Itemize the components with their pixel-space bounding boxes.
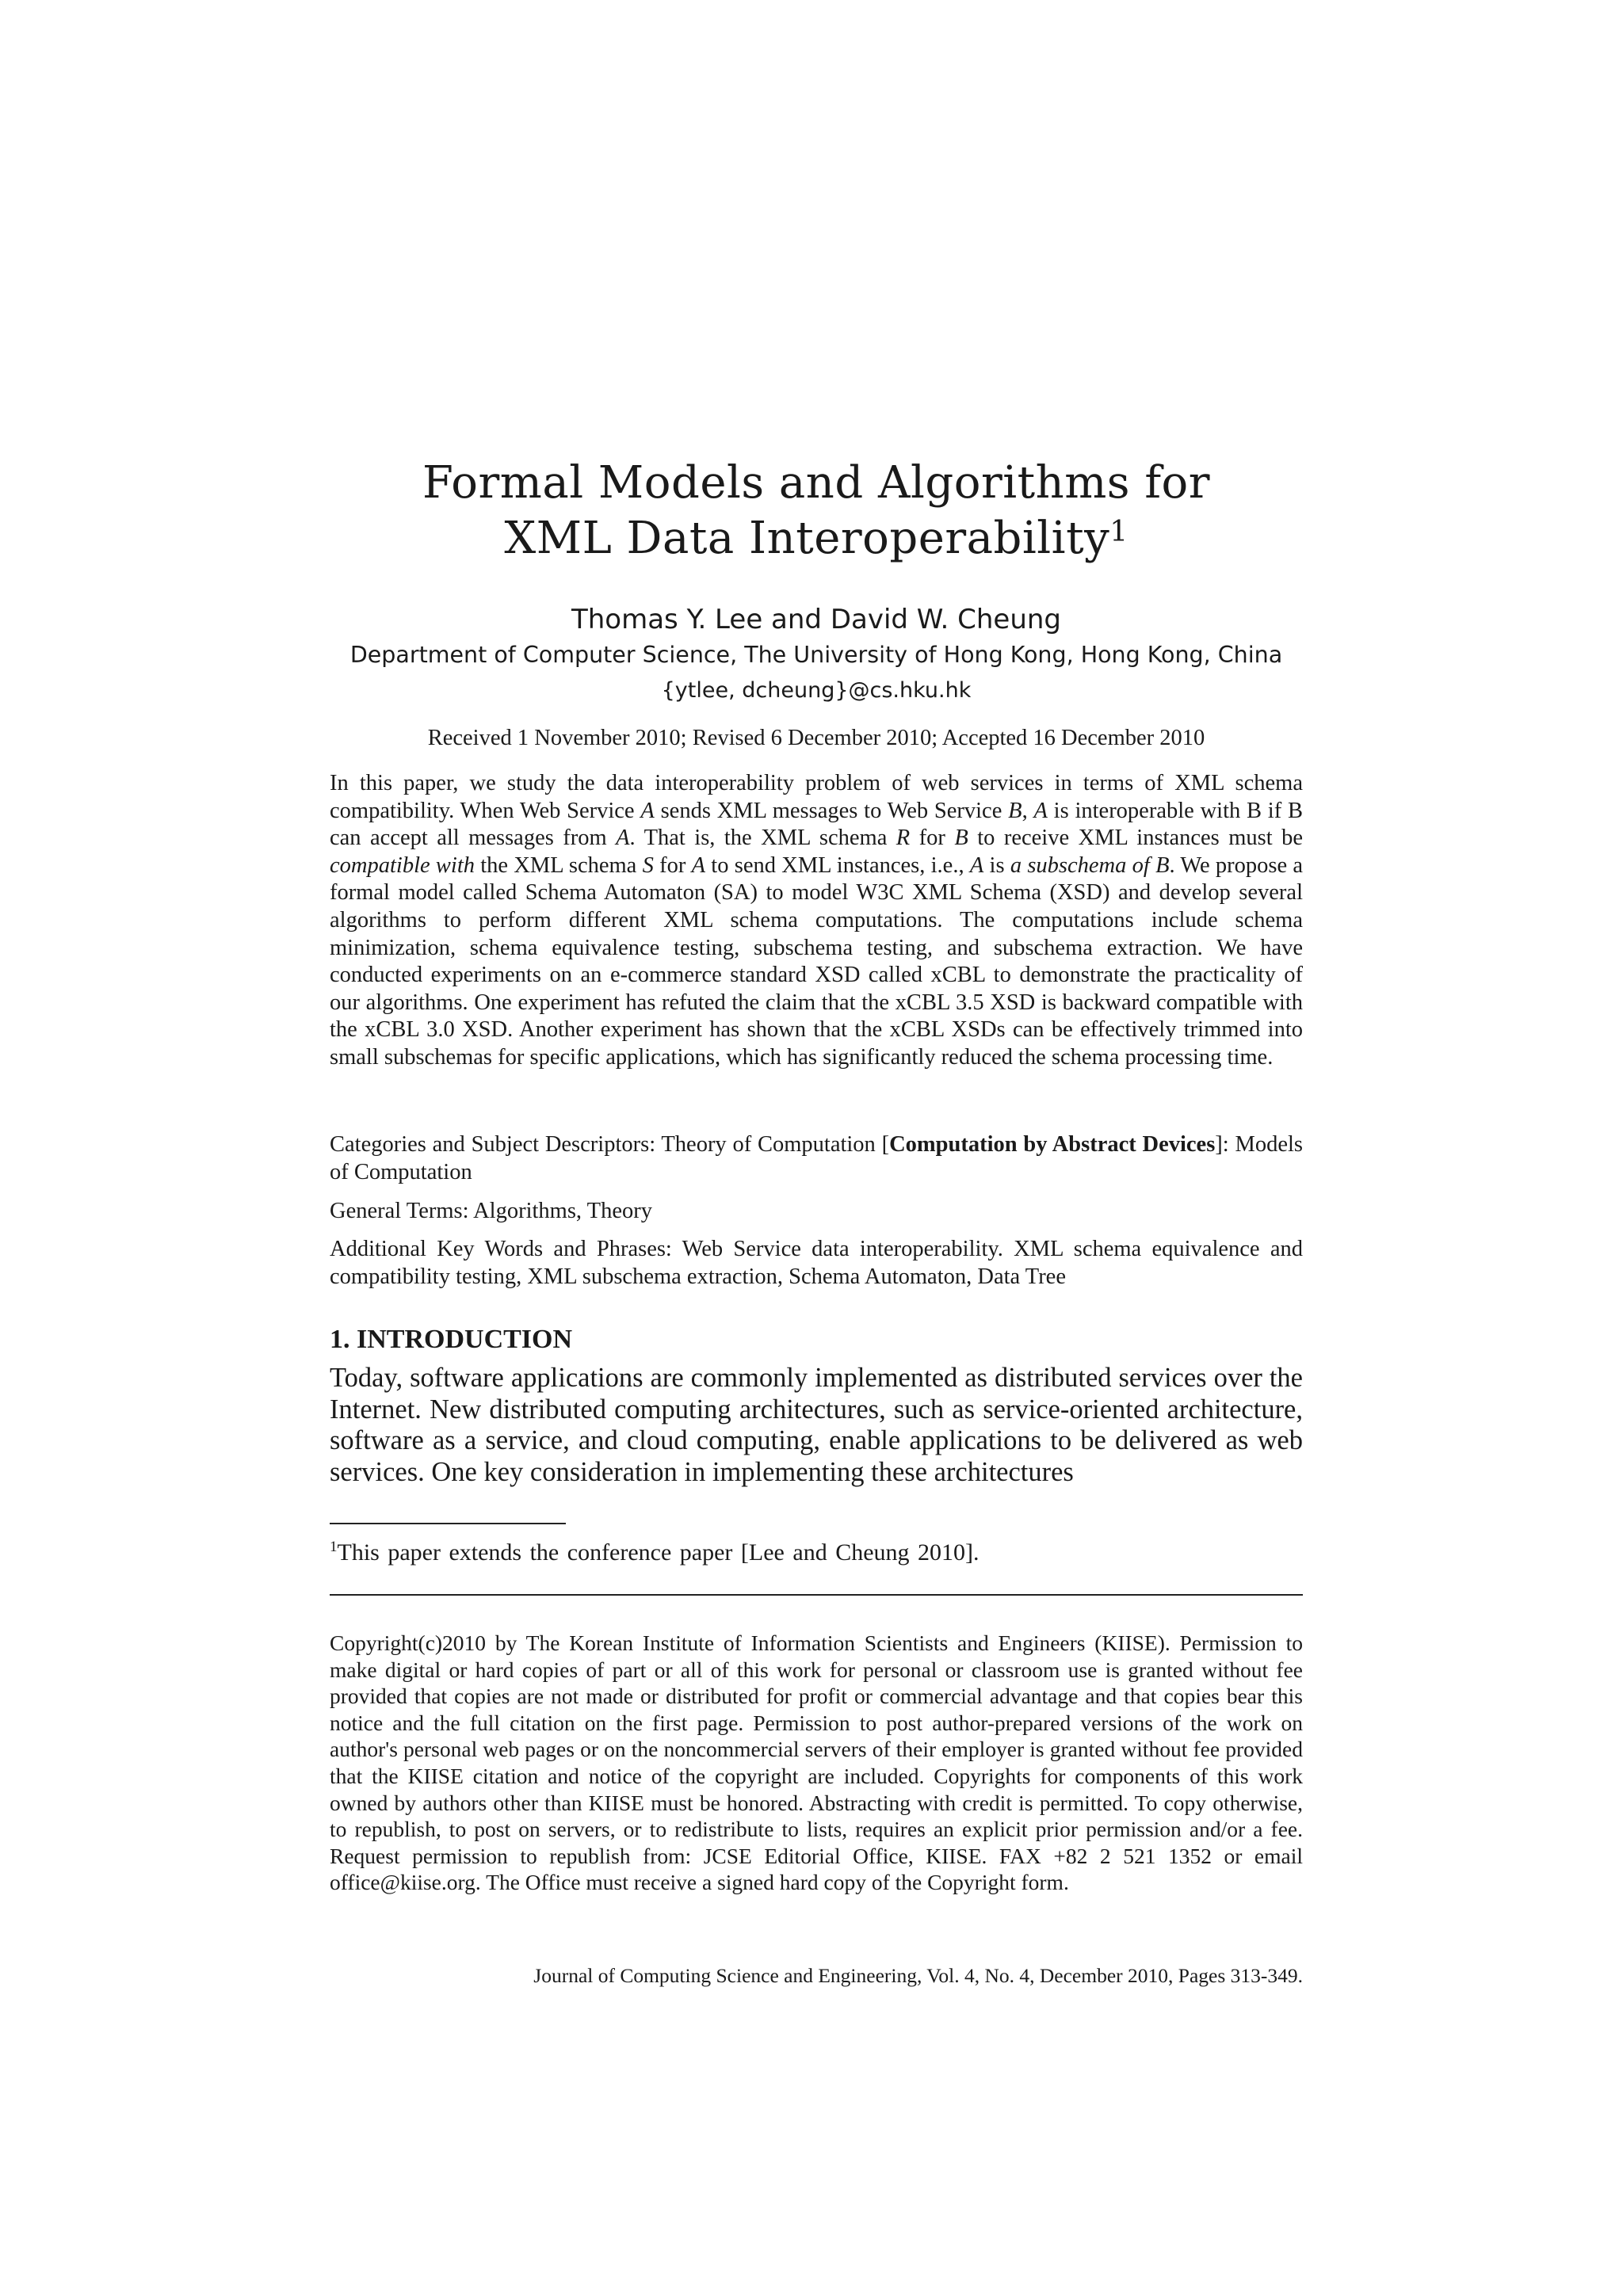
keywords: Additional Key Words and Phrases: Web Service data interoperability. XML schema equivalence and compatibility testing, XML subschema extraction, Schema Automaton, Data Tree — [330, 1237, 1303, 1289]
title-line-1: Formal Models and Algorithms for — [422, 457, 1211, 509]
abstract: In this paper, we study the data interoperability problem of web services in terms of XML schema compatibility. When Web Service A sends XML messages to Web Service B, A is interoperable with B if B can accept all messages from A. That is, the XML schema R for B to receive XML instances must be compatible with the XML schema S for A to send XML instances, i.e., A is a subschema of B. We propose a formal model called Schema Automaton (SA) to model W3C XML Schema (XSD) and develop several algorithms to perform different XML schema computations. The computations include schema minimization, schema equivalence testing, subschema testing, and subschema extraction. We have conducted experiments on an e-commerce standard XSD called xCBL to demonstrate the practicality of our algorithms. One experiment has refuted the claim that the xCBL 3.5 XSD is backward compatible with the xCBL 3.0 XSD. Another experiment has shown that the xCBL XSDs can be effectively trimmed into small subschemas for specific applications, which has significantly reduced the schema processing time. — [330, 771, 1304, 1070]
authors: Thomas Y. Lee and David W. Cheung — [571, 604, 1062, 635]
footnote-rule — [330, 1523, 566, 1524]
affiliation: Department of Computer Science, The University of Hong Kong, Hong Kong, China — [349, 642, 1283, 668]
paper-title — [330, 456, 1303, 566]
footnote — [330, 1533, 1303, 1567]
footnote-mark: 1 — [330, 1539, 338, 1555]
journal-citation: Journal of Computing Science and Engineering, Vol. 4, No. 4, December 2010, Pages 313-349. — [533, 1964, 1303, 1987]
copyright-rule — [330, 1594, 1303, 1596]
copyright-notice: Copyright(c)2010 by The Korean Institute of Information Scientists and Engineers (KIISE). Permission to make digital or hard copies of part or all of this work for personal or classroom use is granted without fee provided that copies are not made or distributed for profit or commercial advantage and that copies bear this notice and the full citation on the first page. Permission to post author-prepared versions of the work on author's personal web pages or on the noncommercial servers of their employer is granted without fee provided that the KIISE citation and notice of the copyright are included. Copyrights for components of this work owned by authors other than KIISE must be honored. Abstracting with credit is permitted. To copy otherwise, to republish, to post on servers, or to redistribute to lists, requires an explicit prior permission and/or a fee. Request permission to republish from: JCSE Editorial Office, KIISE. FAX +82 2 521 1352 or email office@kiise.org. The Office must receive a signed hard copy of the Copyright form. — [330, 1630, 1303, 1895]
title-line-2 — [330, 511, 1303, 566]
email: {ytlee, dcheung}@cs.hku.hk — [661, 678, 972, 703]
received-dates: Received 1 November 2010; Revised 6 December 2010; Accepted 16 December 2010 — [427, 726, 1205, 750]
general-terms: General Terms: Algorithms, Theory — [330, 1199, 652, 1223]
footnote-text: This paper extends the conference paper [Lee and Cheung 2010]. — [337, 1539, 980, 1566]
section-heading-introduction: 1. INTRODUCTION — [330, 1325, 573, 1354]
categories-descriptors: Categories and Subject Descriptors: Theory of Computation [Computation by Abstract Devices]: Models of Computation — [330, 1132, 1303, 1184]
title-line-2-text: XML Data Interoperability — [504, 513, 1110, 564]
introduction-body: Today, software applications are commonly implemented as distributed services over the Internet. New distributed computing architectures, such as service-oriented architecture, software as a service, and cloud computing, enable applications to be delivered as web services. One key consideration in implementing these architectures — [330, 1363, 1303, 1487]
title-footnote-mark: 1 — [1109, 516, 1128, 548]
